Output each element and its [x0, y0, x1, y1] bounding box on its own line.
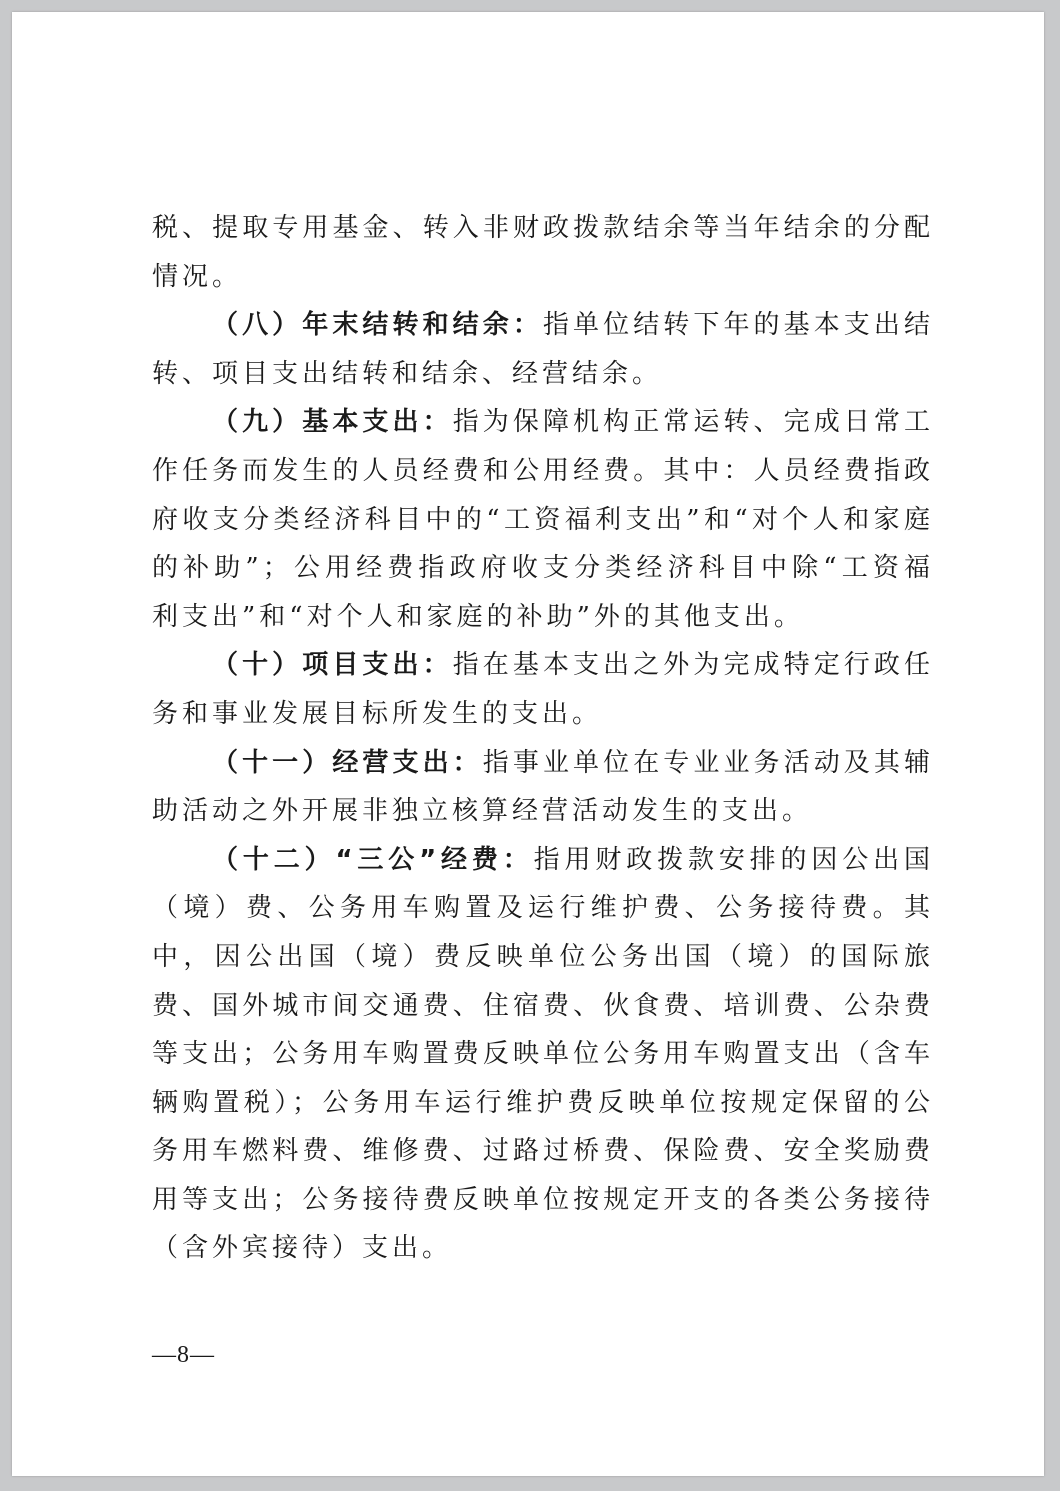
- paragraph-year-end-balance: [152, 301, 934, 398]
- paragraph-operating-expenditure: [152, 739, 934, 836]
- term-heading: （八）年末结转和结余：: [212, 310, 543, 341]
- document-page: [12, 12, 1044, 1476]
- continuation-paragraph: 税、提取专用基金、转入非财政拨款结余等当年结余的分配情况。: [152, 213, 934, 292]
- term-heading: （十）项目支出：: [212, 650, 453, 681]
- term-heading: （十二）“三公”经费：: [212, 844, 534, 875]
- paragraph-project-expenditure: [152, 641, 934, 738]
- term-definition: 指单位结转下年的基本支出结转、项目支出结转和结余、经营结余。: [152, 310, 934, 389]
- page-number: —8—: [152, 1342, 215, 1368]
- document-body: [152, 204, 934, 1273]
- term-definition: 指在基本支出之外为完成特定行政任务和事业发展目标所发生的支出。: [152, 650, 934, 729]
- term-definition: 指事业单位在专业业务活动及其辅助活动之外开展非独立核算经营活动发生的支出。: [152, 747, 934, 827]
- paragraph-three-public-expenses: [152, 836, 934, 1273]
- term-heading: （十一）经营支出：: [212, 747, 483, 778]
- term-heading: （九）基本支出：: [212, 407, 453, 438]
- term-definition: 指为保障机构正常运转、完成日常工作任务而发生的人员经费和公用经费。其中：人员经费指政府收支分类经济科目中的“工资福利支出”和“对个人和家庭的补助”；公用经费指政府收支分类经济科目中除“工资福利支出”和“对个人和家庭的补助”外的其他支出。: [152, 407, 934, 632]
- term-definition: 指用财政拨款安排的因公出国（境）费、公务用车购置及运行维护费、公务接待费。其中，因公出国（境）费反映单位公务出国（境）的国际旅费、国外城市间交通费、住宿费、伙食费、培训费、公杂费等支出；公务用车购置费反映单位公务用车购置支出（含车辆购置税）；公务用车运行维护费反映单位按规定保留的公务用车燃料费、维修费、过路过桥费、保险费、安全奖励费用等支出；公务接待费反映单位按规定开支的各类公务接待（含外宾接待）支出。: [152, 844, 934, 1264]
- paragraph-basic-expenditure: [152, 398, 934, 641]
